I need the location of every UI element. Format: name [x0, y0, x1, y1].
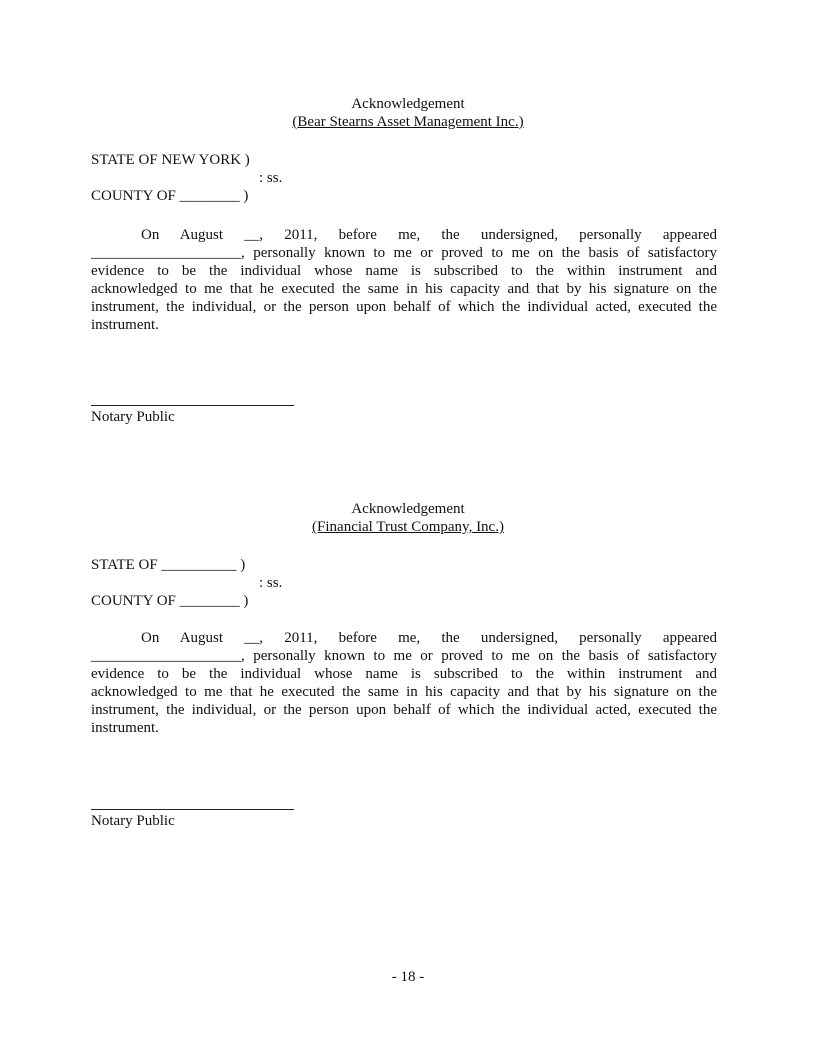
acknowledgement-title: Acknowledgement: [351, 501, 465, 517]
page-number: - 18 -: [391, 969, 425, 985]
paragraph-line: On August __, 2011, before me, the undersigned, personally appeared: [141, 227, 717, 243]
acknowledgement-title: Acknowledgement: [351, 96, 465, 112]
paragraph-line: ____________________, personally known to me or proved to me on the basis of satisfactory: [91, 245, 717, 261]
paragraph-line: acknowledged to me that he executed the same in his capacity and that by his signature on the: [91, 281, 717, 297]
state-line: STATE OF NEW YORK ): [91, 152, 250, 168]
notary-signature-block-1: [91, 405, 294, 426]
signature-line: [91, 405, 294, 406]
entity-name: (Bear Stearns Asset Management Inc.): [292, 114, 524, 130]
paragraph-line: evidence to be the individual whose name is subscribed to the within instrument and: [91, 263, 717, 279]
state-line: STATE OF __________ ): [91, 557, 246, 573]
paragraph-line: instrument.: [91, 317, 159, 333]
signature-line: [91, 809, 294, 810]
paragraph-line: acknowledged to me that he executed the same in his capacity and that by his signature on the: [91, 684, 717, 700]
paragraph-line: instrument, the individual, or the person upon behalf of which the individual acted, executed the: [91, 702, 717, 718]
acknowledgement-heading-2: [0, 500, 816, 536]
paragraph-line: instrument, the individual, or the person upon behalf of which the individual acted, executed the: [91, 299, 717, 315]
acknowledgement-paragraph-2: [91, 629, 717, 737]
paragraph-line: On August __, 2011, before me, the undersigned, personally appeared: [141, 630, 717, 646]
paragraph-line: instrument.: [91, 720, 159, 736]
county-line: COUNTY OF ________ ): [91, 593, 249, 609]
paragraph-line: ____________________, personally known to me or proved to me on the basis of satisfactory: [91, 648, 717, 664]
entity-name: (Financial Trust Company, Inc.): [312, 519, 504, 535]
notary-public-label: Notary Public: [91, 409, 175, 425]
venue-block-2: [91, 556, 491, 611]
acknowledgement-heading-1: [0, 95, 816, 131]
notary-public-label: Notary Public: [91, 813, 175, 829]
venue-block-1: [91, 151, 491, 206]
county-line: COUNTY OF ________ ): [91, 188, 249, 204]
ss-marker: : ss.: [259, 575, 283, 591]
notary-signature-block-2: [91, 809, 294, 830]
ss-marker: : ss.: [259, 170, 283, 186]
acknowledgement-paragraph-1: [91, 226, 717, 334]
paragraph-line: evidence to be the individual whose name is subscribed to the within instrument and: [91, 666, 717, 682]
